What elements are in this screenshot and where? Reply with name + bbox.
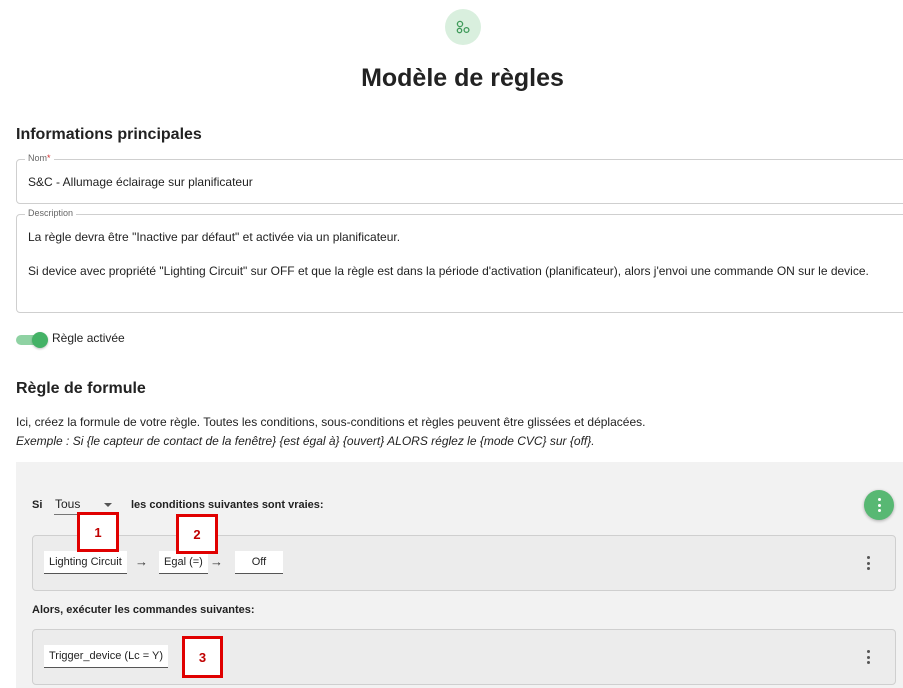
rule-enabled-toggle[interactable]	[16, 332, 46, 346]
command-more-icon[interactable]	[866, 650, 870, 664]
description-line-2: Si device avec propriété "Lighting Circuit" sur OFF et que la règle est dans la période d'activation (planificateur), alors j'envoi une commande ON sur le device.	[28, 264, 869, 278]
chevron-down-icon	[104, 503, 112, 507]
conditions-text: les conditions suivantes sont vraies:	[131, 499, 324, 511]
condition-operator-chip[interactable]: Egal (=)	[159, 551, 208, 574]
name-field[interactable]	[16, 153, 903, 204]
more-vertical-icon	[877, 498, 881, 512]
description-line-1: La règle devra être "Inactive par défaut" et activée via un planificateur.	[28, 230, 401, 244]
description-field[interactable]	[16, 208, 903, 313]
formula-intro: Ici, créez la formule de votre règle. Toutes les conditions, sous-conditions et règles peuvent être glissées et déplacées.	[16, 415, 646, 429]
section-title-formula: Règle de formule	[16, 380, 146, 397]
section-title-main-info: Informations principales	[16, 126, 202, 143]
annotation-marker-1: 1	[77, 512, 119, 552]
command-card[interactable]	[32, 629, 896, 685]
condition-property-chip[interactable]: Lighting Circuit	[44, 551, 127, 574]
condition-value-chip[interactable]: Off	[235, 551, 283, 574]
rule-enabled-label: Règle activée	[52, 331, 125, 345]
formula-builder	[16, 462, 903, 688]
arrow-right-icon: →	[210, 554, 223, 569]
command-chip[interactable]: Trigger_device (Lc = Y)	[44, 645, 168, 668]
description-field-label: Description	[25, 208, 76, 218]
condition-more-icon[interactable]	[866, 556, 870, 570]
arrow-right-icon: →	[135, 554, 148, 569]
annotation-marker-3: 3	[182, 636, 223, 678]
annotation-marker-2: 2	[176, 514, 218, 554]
page-title: Modèle de règles	[361, 64, 564, 92]
condition-card[interactable]	[32, 535, 896, 591]
rules-icon	[445, 9, 481, 45]
name-field-label: Nom*	[25, 153, 54, 163]
match-mode-value: Tous	[55, 497, 81, 511]
then-text: Alors, exécuter les commandes suivantes:	[32, 604, 255, 616]
add-condition-menu-button[interactable]	[864, 490, 894, 520]
formula-example: Exemple : Si {le capteur de contact de la fenêtre} {est égal à} {ouvert} ALORS réglez le {mode CVC} sur {off}.	[16, 434, 595, 448]
toggle-thumb	[32, 332, 48, 348]
name-field-value[interactable]: S&C - Allumage éclairage sur planificateur	[28, 175, 253, 189]
si-label: Si	[32, 499, 43, 511]
